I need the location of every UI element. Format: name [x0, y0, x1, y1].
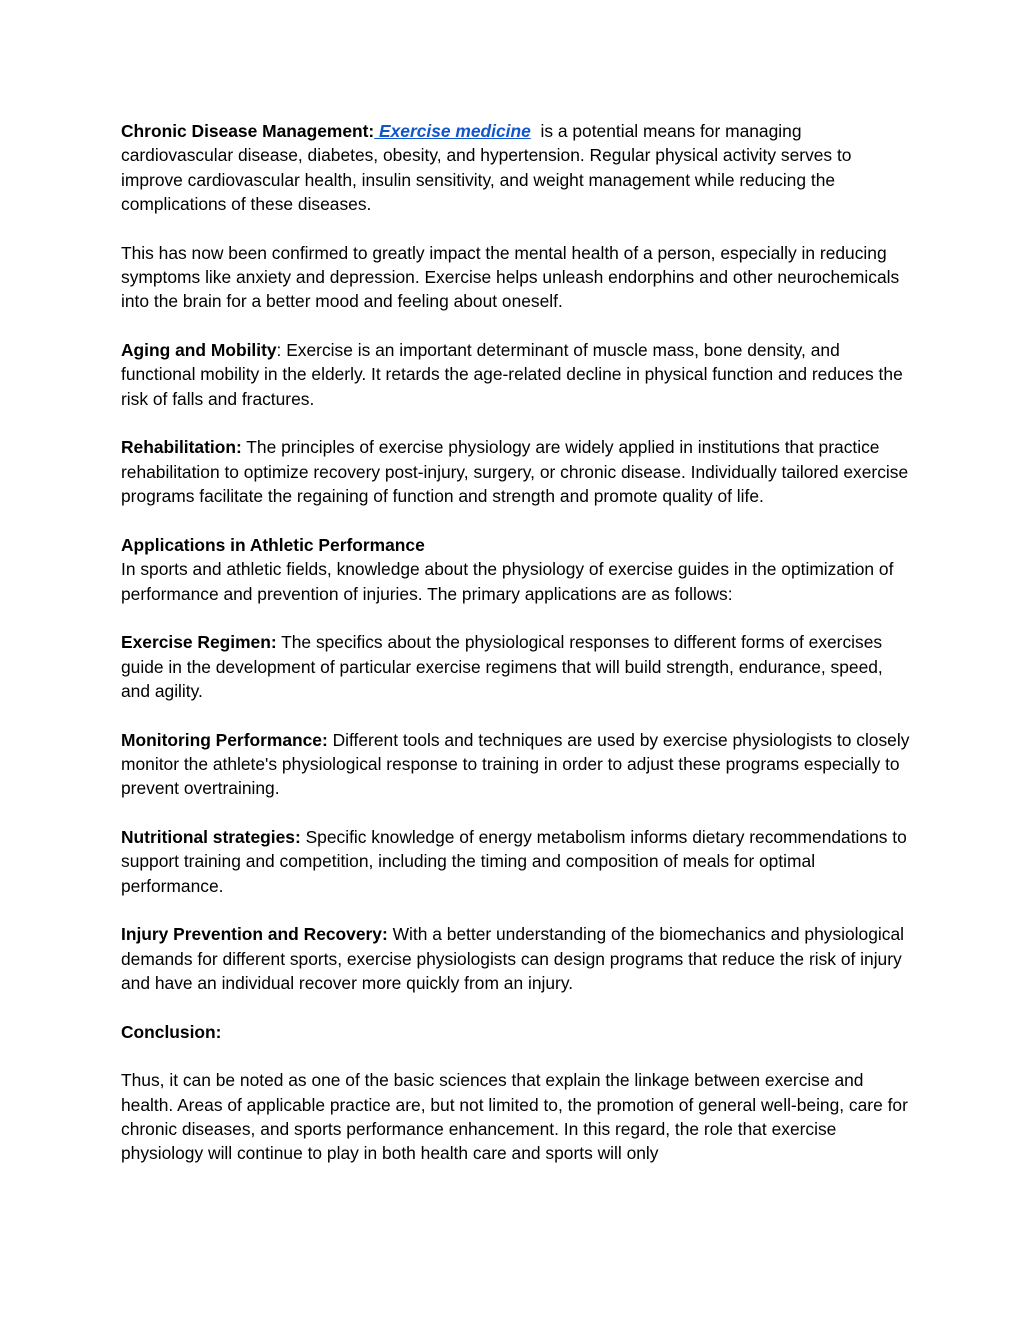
chronic-disease-text: is a potential means for managing cardiovascular disease, diabetes, obesity, and hypertension. Regular physical activity serves to improve cardiovascular health, insulin sensitivity, and weight management while reducing the complications of these diseases. [121, 121, 857, 215]
rehabilitation-paragraph [121, 435, 911, 508]
monitoring-performance-text: Different tools and techniques are used by exercise physiologists to closely monitor the athlete's physiological response to training in order to adjust these programs especially to prevent overtraining. [121, 729, 915, 799]
monitoring-performance-paragraph [121, 728, 915, 801]
aging-mobility-paragraph [121, 338, 911, 411]
mental-health-paragraph: This has now been confirmed to greatly impact the mental health of a person, especially in reducing symptoms like anxiety and depression. Exercise helps unleash endorphins and other neurochemicals into the brain for a better mood and feeling about oneself. [121, 242, 905, 312]
rehabilitation-heading: Rehabilitation: [121, 437, 242, 458]
exercise-regimen-heading: Exercise Regimen: [121, 632, 277, 653]
nutritional-strategies-text: Specific knowledge of energy metabolism informs dietary recommendations to support training and competition, including the timing and composition of meals for optimal performance. [121, 826, 912, 896]
athletic-performance-paragraph: In sports and athletic fields, knowledge about the physiology of exercise guides in the optimization of performance and prevention of injuries. The primary applications are as follows: [121, 559, 899, 604]
athletic-performance-heading-text: Applications in Athletic Performance [121, 534, 425, 555]
rehabilitation-text: The principles of exercise physiology are widely applied in institutions that practice rehabilitation to optimize recovery post-injury, surgery, or chronic disease. Individually tailored exercise programs facilitate the regaining of function and strength and promote quality of life. [121, 437, 913, 507]
injury-prevention-paragraph [121, 922, 911, 995]
exercise-medicine-link[interactable]: Exercise medicine [374, 121, 531, 141]
chronic-disease-heading: Chronic Disease Management: [121, 121, 375, 141]
conclusion-paragraph: Thus, it can be noted as one of the basic sciences that explain the linkage between exercise and health. Areas of applicable practice are, but not limited to, the promotion of general well-being, care for chronic diseases, and sports performance enhancement. In this regard, the role that exercise physiology will continue to play in both health care and sports will only [121, 1070, 913, 1164]
document-page [121, 119, 915, 1166]
injury-prevention-heading: Injury Prevention and Recovery: [121, 924, 388, 945]
aging-mobility-text: : Exercise is an important determinant of muscle mass, bone density, and functional mobility in the elderly. It retards the age-related decline in physical function and reduces the risk of falls and fractures. [121, 340, 908, 409]
exercise-regimen-paragraph [121, 630, 911, 703]
conclusion-heading [121, 1020, 911, 1044]
athletic-performance-heading [121, 533, 911, 557]
chronic-disease-paragraph [121, 119, 911, 216]
injury-prevention-text: With a better understanding of the biomechanics and physiological demands for different sports, exercise physiologists can design programs that reduce the risk of injury and have an individual recover more quickly from an injury. [121, 924, 909, 994]
monitoring-performance-heading: Monitoring Performance: [121, 729, 328, 750]
conclusion-heading-text: Conclusion: [121, 1021, 222, 1042]
exercise-regimen-text: The specifics about the physiological responses to different forms of exercises guide in the development of particular exercise regimens that will build strength, endurance, speed, and agility. [121, 632, 888, 701]
aging-mobility-heading: Aging and Mobility [121, 340, 277, 361]
nutritional-strategies-paragraph [121, 825, 911, 898]
nutritional-strategies-heading: Nutritional strategies: [121, 826, 301, 847]
